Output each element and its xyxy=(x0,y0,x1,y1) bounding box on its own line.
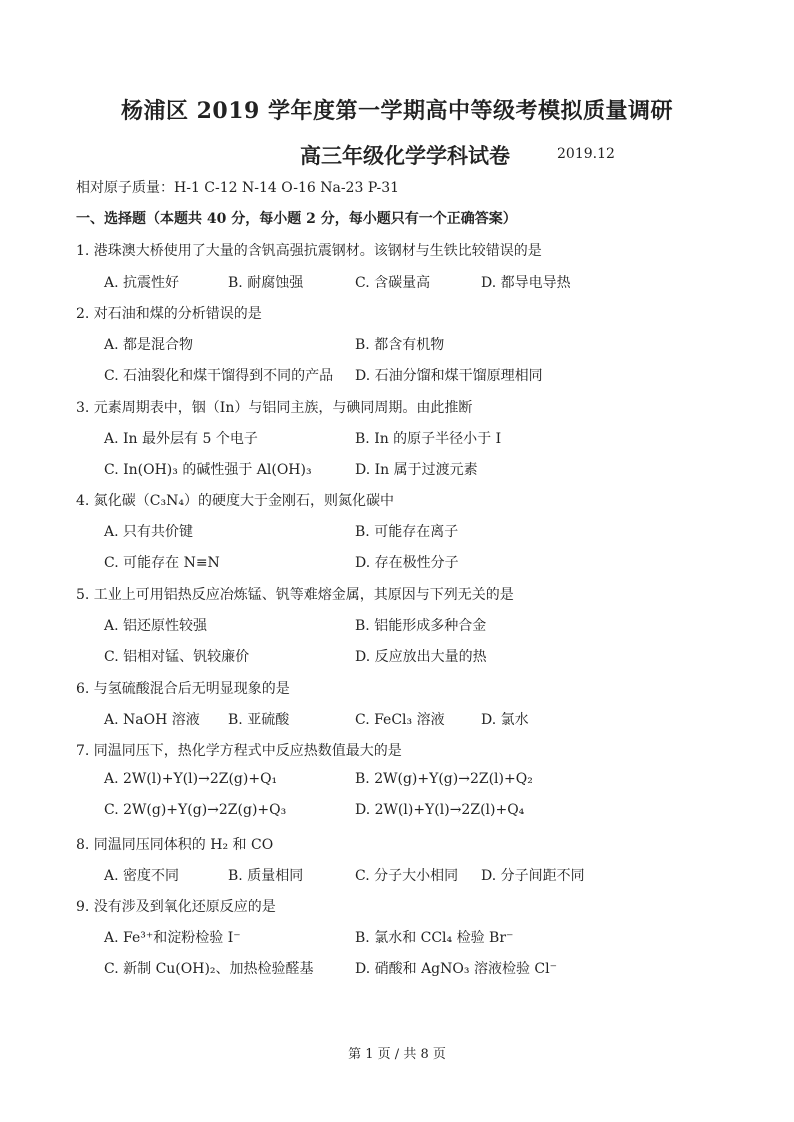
question-option: B. 质量相同 xyxy=(228,868,304,884)
question-option: C. FeCl₃ 溶液 xyxy=(355,712,445,728)
question-option: B. 可能存在离子 xyxy=(355,524,459,540)
question-option: A. 都是混合物 xyxy=(104,337,194,353)
question-option: D. 分子间距不同 xyxy=(481,868,585,884)
exam-title: 杨浦区 2019 学年度第一学期高中等级考模拟质量调研 xyxy=(120,98,674,124)
question-option: B. 都含有机物 xyxy=(355,337,445,353)
question-option: D. 硝酸和 AgNO₃ 溶液检验 Cl⁻ xyxy=(355,961,557,977)
question-option: B. 亚硫酸 xyxy=(228,712,290,728)
question-option: B. 铝能形成多种合金 xyxy=(355,618,487,634)
question-option: B. 耐腐蚀强 xyxy=(228,275,304,291)
question-stem: 7. 同温同压下，热化学方程式中反应热数值最大的是 xyxy=(76,743,402,759)
question-option: A. 只有共价键 xyxy=(104,524,194,540)
question-option: B. 2W(g)+Y(g)→2Z(l)+Q₂ xyxy=(355,771,533,787)
question-option: B. In 的原子半径小于 I xyxy=(355,431,502,447)
question-stem: 4. 氮化碳（C₃N₄）的硬度大于金刚石，则氮化碳中 xyxy=(76,493,394,509)
question-option: A. In 最外层有 5 个电子 xyxy=(104,431,258,447)
question-option: D. 2W(l)+Y(l)→2Z(l)+Q₄ xyxy=(355,802,525,818)
exam-date: 2019.12 xyxy=(557,146,615,162)
question-stem: 3. 元素周期表中，铟（In）与铝同主族，与碘同周期。由此推断 xyxy=(76,400,473,416)
question-stem: 1. 港珠澳大桥使用了大量的含钒高强抗震钢材。该钢材与生铁比较错误的是 xyxy=(76,243,542,259)
question-option: C. 石油裂化和煤干馏得到不同的产品 xyxy=(104,368,334,384)
section-heading: 一、选择题（本题共 40 分，每小题 2 分，每小题只有一个正确答案） xyxy=(76,211,517,227)
question-option: A. 密度不同 xyxy=(104,868,180,884)
question-option: C. In(OH)₃ 的碱性强于 Al(OH)₃ xyxy=(104,462,312,478)
question-option: D. 都导电导热 xyxy=(481,275,571,291)
atomic-masses: 相对原子质量：H-1 C-12 N-14 O-16 Na-23 P-31 xyxy=(76,180,400,196)
question-stem: 8. 同温同压同体积的 H₂ 和 CO xyxy=(76,837,274,853)
question-option: A. 抗震性好 xyxy=(104,275,180,291)
question-option: D. 存在极性分子 xyxy=(355,555,459,571)
question-option: C. 2W(g)+Y(g)→2Z(g)+Q₃ xyxy=(104,802,287,818)
question-stem: 9. 没有涉及到氧化还原反应的是 xyxy=(76,899,276,915)
question-option: D. In 属于过渡元素 xyxy=(355,462,478,478)
question-option: D. 氯水 xyxy=(481,712,529,728)
question-stem: 2. 对石油和煤的分析错误的是 xyxy=(76,306,262,322)
question-option: C. 可能存在 N≡N xyxy=(104,555,220,571)
question-option: C. 分子大小相同 xyxy=(355,868,459,884)
question-option: C. 铝相对锰、钒较廉价 xyxy=(104,649,250,665)
question-option: C. 新制 Cu(OH)₂、加热检验醛基 xyxy=(104,961,314,977)
exam-subtitle: 高三年级化学学科试卷 xyxy=(300,143,510,168)
question-option: A. NaOH 溶液 xyxy=(104,712,200,728)
question-option: D. 石油分馏和煤干馏原理相同 xyxy=(355,368,543,384)
question-option: A. Fe³⁺和淀粉检验 I⁻ xyxy=(104,930,241,946)
question-stem: 5. 工业上可用铝热反应冶炼锰、钒等难熔金属，其原因与下列无关的是 xyxy=(76,587,514,603)
question-option: C. 含碳量高 xyxy=(355,275,431,291)
question-stem: 6. 与氢硫酸混合后无明显现象的是 xyxy=(76,681,290,697)
page-number: 第 1 页 / 共 8 页 xyxy=(348,1047,446,1062)
question-option: D. 反应放出大量的热 xyxy=(355,649,487,665)
question-option: A. 2W(l)+Y(l)→2Z(g)+Q₁ xyxy=(104,771,278,787)
question-option: A. 铝还原性较强 xyxy=(104,618,208,634)
question-option: B. 氯水和 CCl₄ 检验 Br⁻ xyxy=(355,930,514,946)
